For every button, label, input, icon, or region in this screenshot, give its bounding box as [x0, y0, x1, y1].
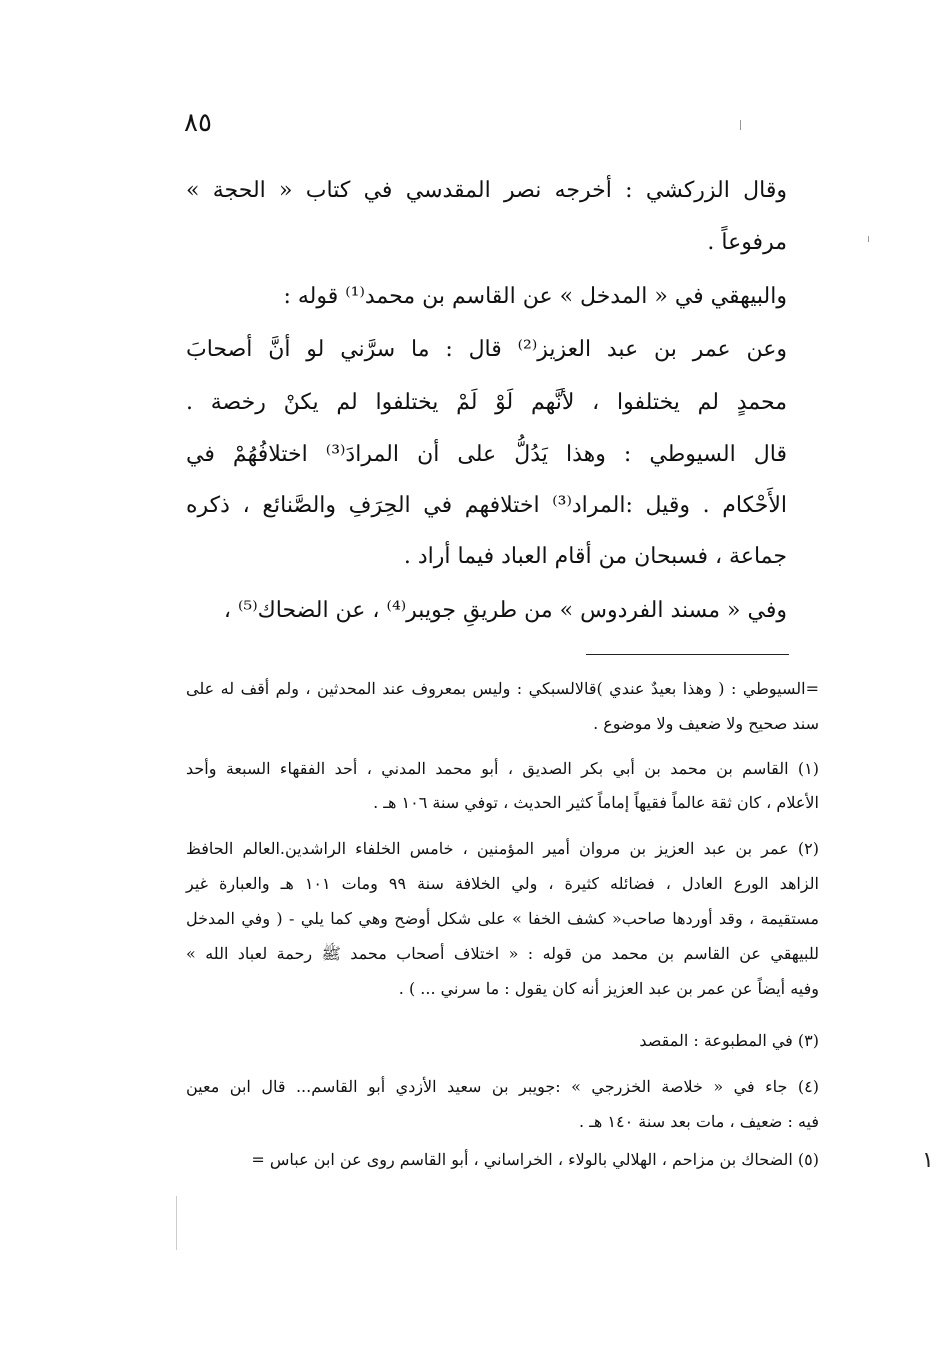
footnote-line: (٤) جاء في « خلاصة الخزرجي » :جويبر بن سعيد الأزدي أبو القاسم... قال ابن معين	[186, 1077, 819, 1096]
scan-mark	[176, 1196, 177, 1250]
footnote-divider	[586, 654, 789, 655]
footnote-line: الزاهد الورع العادل ، فضائله كثيرة ، ولي الخلافة سنة ٩٩ ومات ١٠١ هـ والعبارة غير	[186, 874, 820, 893]
main-text-line: وقال الزركشي : أخرجه نصر المقدسي في كتاب « الحجة »	[186, 178, 787, 203]
main-text-line: والبيهقي في « المدخل » عن القاسم بن محمد⁽¹⁾ قوله :	[283, 284, 787, 309]
footnote-line: (٥) الضحاك بن مزاحم ، الهلالي بالولاء ، الخراساني ، أبو القاسم روى عن ابن عباس =	[251, 1150, 819, 1169]
main-text-line: جماعة ، فسبحان من أقام العباد فيما أراد .	[403, 544, 787, 569]
main-text-line: قال السيوطي : وهذا يَدُلُّ على أن المرادَ⁽³⁾ اختلافُهُمْ في	[186, 442, 787, 467]
footnote-line: =السيوطي : ( وهذا بعيدٌ عندي )قالالسبكي : وليس بمعروف عند المحدثين ، ولم أقف له على	[186, 679, 819, 698]
footnote-line: (٣) في المطبوعة : المقصد	[639, 1031, 819, 1050]
main-text-line: مرفوعاً .	[707, 230, 787, 255]
main-text-line: وفي « مسند الفردوس » من طريقِ جويبر⁽⁴⁾ ، عن الضحاك⁽⁵⁾ ،	[223, 598, 787, 623]
footnote-line: (٢) عمر بن عبد العزيز بن مروان أمير المؤمنين ، خامس الخلفاء الراشدين.العالم الحافظ	[186, 839, 819, 858]
footnote-line: مستقيمة ، وقد أوردها صاحب« كشف الخفا » على شكل أوضح وهي كما يلي - ( وفي المدخل	[186, 909, 819, 928]
scan-mark	[740, 120, 741, 130]
footnote-line: للبيهقي عن القاسم بن محمد من قوله : « اختلاف أصحاب محمد ﷺ رحمة لعباد الله »	[186, 944, 819, 963]
main-text-line: الأَحْكام . وقيل :المراد⁽³⁾ اختلافهم في الحِرَفِ والصَّنائع ، ذكره	[186, 493, 787, 518]
footnote-line: وفيه أيضاً عن عمر بن عبد العزيز أنه كان يقول : ما سرني ... ) .	[398, 979, 819, 998]
main-text-line: وعن عمر بن عبد العزيز⁽²⁾ قال : ما سرَّني لو أنَّ أصحابَ	[186, 337, 787, 362]
main-text-line: محمدٍ لم يختلفوا ، لأنَّهم لَوْ لَمْ يختلفوا لم يكنْ رخصة .	[186, 390, 787, 415]
footnote-line: (١) القاسم بن محمد بن أبي بكر الصديق ، أبو محمد المدني ، أحد الفقهاء السبعة وأحد	[186, 759, 819, 778]
page-number: ٨٥	[184, 108, 212, 138]
footnote-line: فيه : ضعيف ، مات بعد سنة ١٤٠ هـ .	[579, 1112, 819, 1131]
scan-mark	[868, 236, 869, 242]
footnote-line: الأعلام ، كان ثقة عالماً فقيهاً إماماً كثير الحديث ، توفي سنة ١٠٦ هـ .	[373, 793, 819, 812]
footnote-line: سند صحيح ولا ضعيف ولا موضوع .	[593, 714, 819, 733]
margin-mark: ١	[922, 1148, 934, 1173]
